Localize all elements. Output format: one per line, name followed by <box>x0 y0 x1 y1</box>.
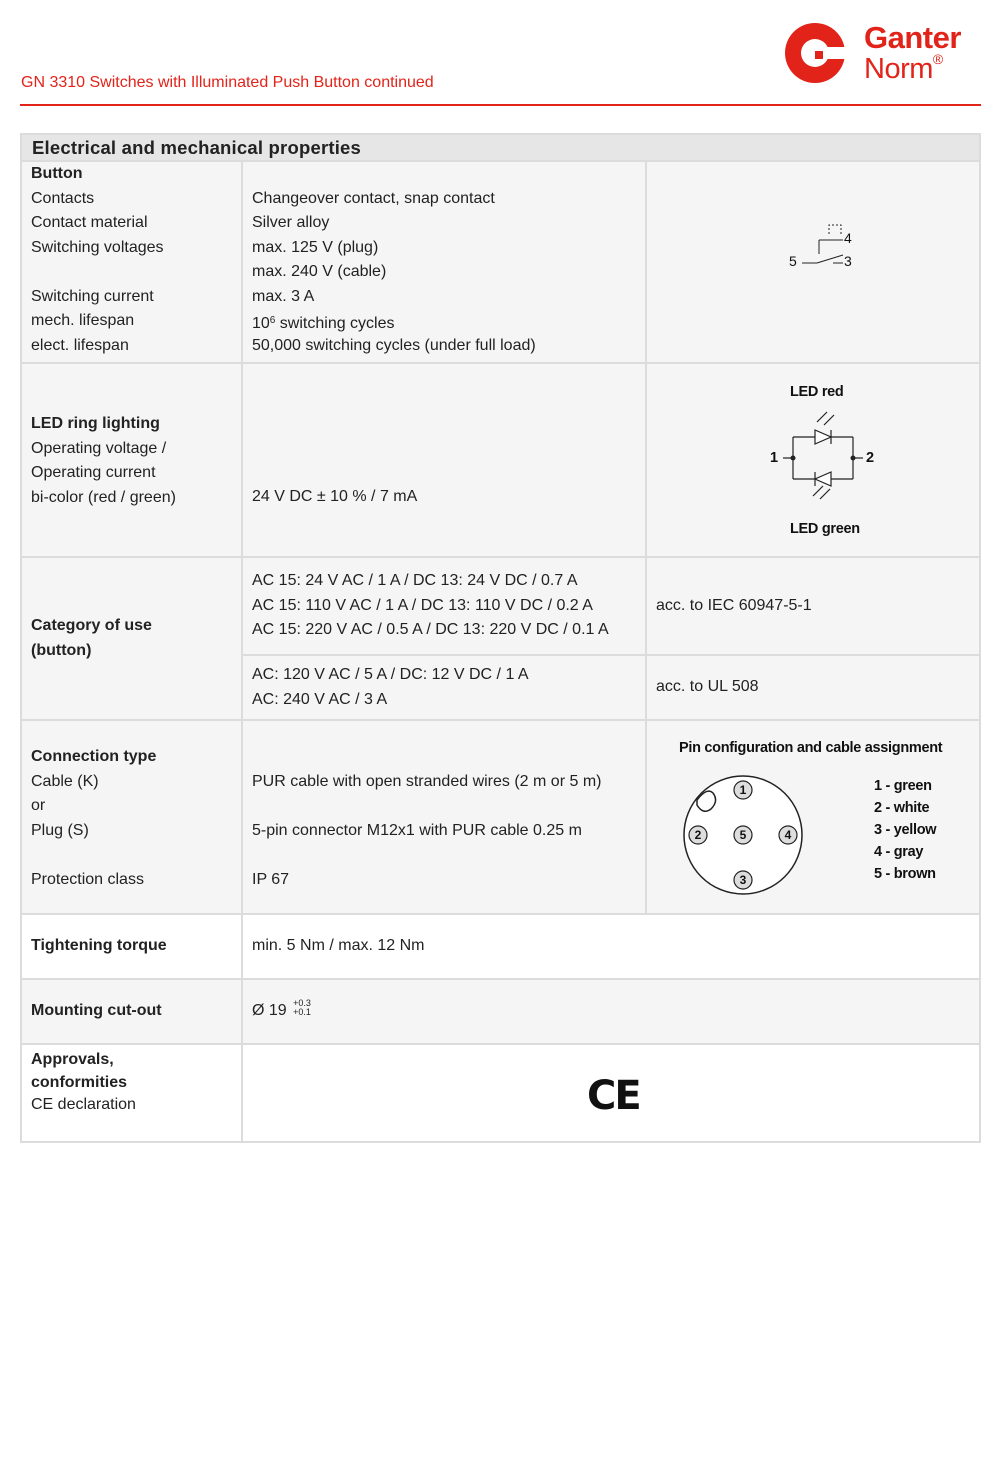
category-iec-ref-cell <box>647 558 979 654</box>
connection-value-cell <box>243 721 645 913</box>
led-value-cell <box>243 364 645 556</box>
ul-value-240v: AC: 240 V AC / 3 A <box>252 690 388 708</box>
led-red-label: LED red <box>790 384 844 400</box>
connection-label-cell <box>22 721 241 913</box>
mounting-tolerance: +0.3 +0.1 <box>293 998 311 1017</box>
button-title: Button <box>31 165 83 182</box>
pin-1: 1 <box>739 783 747 797</box>
iec-reference: acc. to IEC 60947-5-1 <box>656 597 812 614</box>
changeover-contact-diagram <box>647 162 979 362</box>
mounting-label-cell <box>22 980 241 1043</box>
category-subtitle: (button) <box>31 641 92 659</box>
label-plug: Plug (S) <box>31 821 89 839</box>
ul-value-120v: AC: 120 V AC / 5 A / DC: 12 V DC / 1 A <box>252 666 529 683</box>
header-rule <box>20 104 981 106</box>
label-operating-current: Operating current <box>31 464 156 481</box>
button-value-cell <box>243 162 645 362</box>
value-cable: PUR cable with open stranded wires (2 m or 5 m) <box>252 772 602 790</box>
label-switching-voltages: Switching voltages <box>31 238 164 256</box>
pin-3-label: 3 <box>844 253 852 269</box>
ce-mark-icon: CE <box>587 1073 640 1119</box>
iec-value-220v: AC 15: 220 V AC / 0.5 A / DC 13: 220 V DC / 0.1 A <box>252 621 609 638</box>
led-label-cell <box>22 364 241 556</box>
value-switching-current: max. 3 A <box>252 287 315 305</box>
value-plug: 5-pin connector M12x1 with PUR cable 0.25 m <box>252 821 582 839</box>
connection-diagram-cell <box>647 721 979 913</box>
properties-table <box>20 133 981 1143</box>
value-voltage-plug: max. 125 V (plug) <box>252 238 379 256</box>
torque-label: Tightening torque <box>31 937 167 954</box>
assignment-4: 4 - gray <box>874 844 924 860</box>
pin-4: 4 <box>784 828 792 842</box>
button-diagram-cell <box>647 162 979 362</box>
value-contacts: Changeover contact, snap contact <box>252 189 495 207</box>
mounting-value: Ø 19 +0.3 +0.1 <box>252 998 311 1019</box>
label-cable: Cable (K) <box>31 772 99 790</box>
value-protection-class: IP 67 <box>252 870 290 888</box>
label-or: or <box>31 797 46 814</box>
mounting-value-cell <box>243 980 979 1043</box>
connection-title: Connection type <box>31 748 157 765</box>
approvals-subtitle: conformities <box>31 1073 128 1091</box>
assignment-5: 5 - brown <box>874 866 936 882</box>
value-blank-2 <box>252 843 601 868</box>
pin-4-label: 4 <box>844 230 852 246</box>
approvals-label-cell <box>22 1045 241 1141</box>
label-contacts: Contacts <box>31 189 95 207</box>
pin-2: 2 <box>694 828 702 842</box>
category-title: Category of use <box>31 617 152 634</box>
ganter-logo-icon <box>782 20 848 86</box>
led-pin-1-label: 1 <box>770 450 778 466</box>
value-blank <box>252 794 601 819</box>
torque-value: min. 5 Nm / max. 12 Nm <box>252 937 425 954</box>
assignment-1: 1 - green <box>874 778 932 794</box>
torque-value-cell <box>243 915 979 978</box>
value-mech-lifespan: $10^6$ switching cycles <box>252 315 395 332</box>
ul-reference: acc. to UL 508 <box>656 678 759 695</box>
value-voltage-cable: max. 240 V (cable) <box>252 263 387 280</box>
label-protection-class: Protection class <box>31 870 144 888</box>
label-blank-2 <box>31 843 156 868</box>
page-title: GN 3310 Switches with Illuminated Push Button continued <box>21 74 434 91</box>
brand-logo <box>782 20 982 86</box>
mounting-label: Mounting cut-out <box>31 1002 162 1019</box>
pin-config-title: Pin configuration and cable assignment <box>679 740 943 756</box>
button-label-cell <box>22 162 241 362</box>
value-elect-lifespan: 50,000 switching cycles (under full load) <box>252 336 536 354</box>
value-led: 24 V DC ± 10 % / 7 mA <box>252 488 418 505</box>
pin-5: 5 <box>739 828 747 842</box>
label-contact-material: Contact material <box>31 214 148 231</box>
label-mech-lifespan: mech. lifespan <box>31 312 135 329</box>
category-label-cell <box>22 558 241 719</box>
label-switching-current: Switching current <box>31 287 154 305</box>
led-green-label: LED green <box>790 521 860 537</box>
label-bi-color: bi-color (red / green) <box>31 488 176 506</box>
iec-value-24v: AC 15: 24 V AC / 1 A / DC 13: 24 V DC / 0.7 A <box>252 572 578 589</box>
value-contact-material: Silver alloy <box>252 214 330 231</box>
approvals-title: Approvals, <box>31 1051 114 1068</box>
iec-value-110v: AC 15: 110 V AC / 1 A / DC 13: 110 V DC / 0.2 A <box>252 596 593 614</box>
led-title: LED ring lighting <box>31 415 160 432</box>
table-heading: Electrical and mechanical properties <box>22 135 979 160</box>
label-elect-lifespan: elect. lifespan <box>31 336 129 354</box>
assignment-2: 2 - white <box>874 800 930 816</box>
pin-3: 3 <box>739 873 747 887</box>
led-diagram-cell <box>647 364 979 556</box>
pin-5-label: 5 <box>789 253 797 269</box>
category-ul-value-cell <box>243 656 645 719</box>
category-ul-ref-cell <box>647 656 979 719</box>
ce-declaration-label: CE declaration <box>31 1096 136 1113</box>
torque-label-cell <box>22 915 241 978</box>
cable-assignment-list <box>874 778 936 888</box>
label-operating-voltage: Operating voltage / <box>31 439 167 457</box>
label-blank <box>31 260 164 285</box>
logo-word-norm: Norm® <box>864 51 943 85</box>
led-pin-2-label: 2 <box>866 450 874 466</box>
logo-word-ganter: Ganter <box>864 20 961 55</box>
assignment-3: 3 - yellow <box>874 822 937 838</box>
category-iec-value-cell <box>243 558 645 654</box>
